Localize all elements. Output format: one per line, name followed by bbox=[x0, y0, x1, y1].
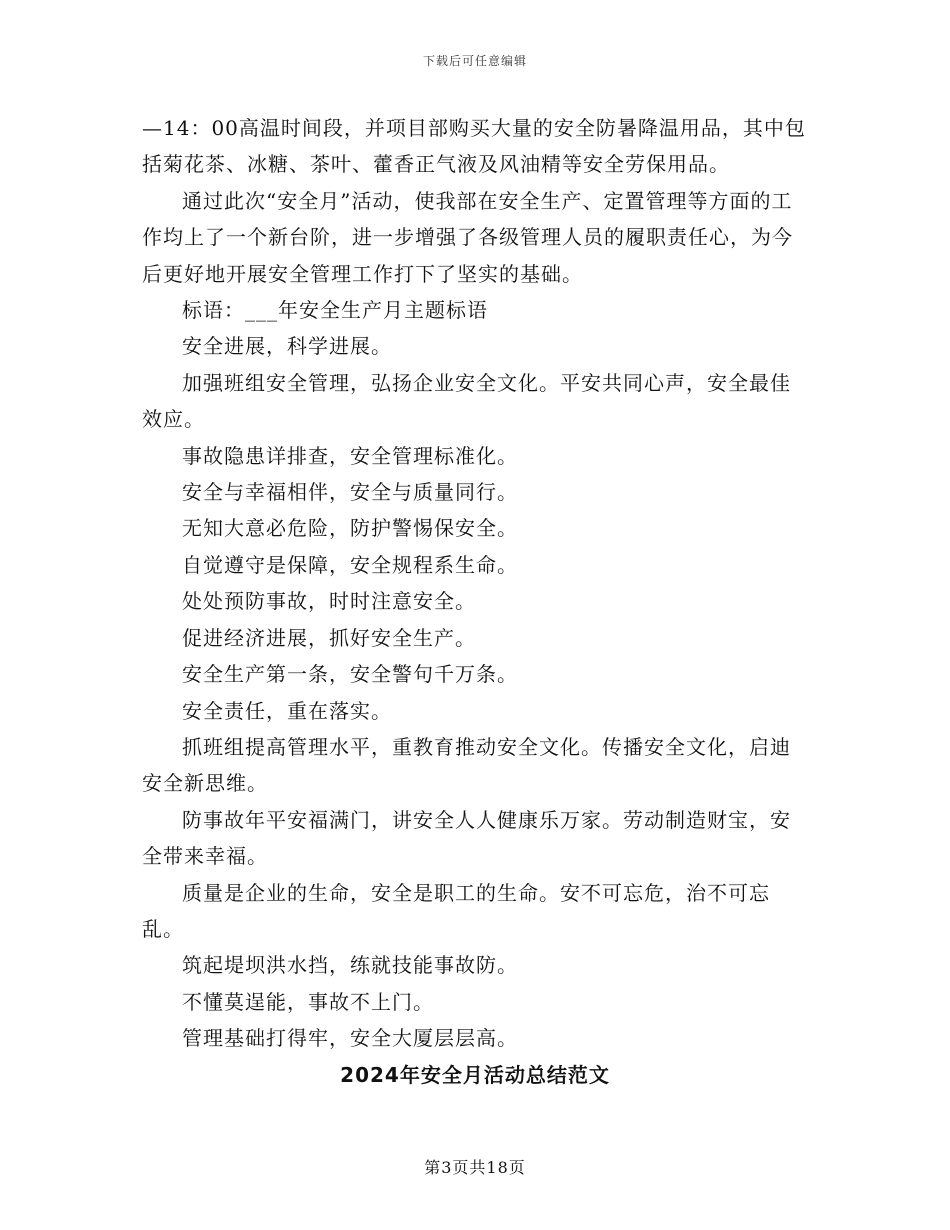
slogan-item: 处处预防事故，时时注意安全。 bbox=[182, 589, 476, 614]
slogan-item: 抓班组提高管理水平，重教育推动安全文化。传播安全文化，启迪安全新思维。 bbox=[142, 734, 791, 796]
slogan-item: 加强班组安全管理，弘扬企业安全文化。平安共同心声，安全最佳效应。 bbox=[142, 370, 791, 432]
document-body bbox=[142, 110, 808, 1093]
slogan-item: 促进经济进展，抓好安全生产。 bbox=[182, 625, 476, 650]
paragraph-1: —14：00高温时间段，并项目部购买大量的安全防暑降温用品，其中包括菊花茶、冰糖、茶叶、藿香正气液及风油精等安全劳保用品。 bbox=[142, 116, 806, 177]
slogan-item: 无知大意必危险，防护警惕保安全。 bbox=[182, 516, 518, 541]
slogan-item: 筑起堤坝洪水挡，练就技能事故防。 bbox=[182, 953, 518, 978]
page-header: 下载后可任意编辑 bbox=[422, 54, 527, 68]
section-title: 2024年安全月活动总结范文 bbox=[340, 1062, 610, 1087]
slogan-item: 安全生产第一条，安全警句千万条。 bbox=[182, 662, 518, 687]
slogan-item: 防事故年平安福满门，讲安全人人健康乐万家。劳动制造财宝，安全带来幸福。 bbox=[142, 807, 791, 869]
page-footer: 第3页共18页 bbox=[424, 1158, 526, 1177]
slogan-item: 质量是企业的生命，安全是职工的生命。安不可忘危，治不可忘乱。 bbox=[142, 880, 770, 941]
slogan-item: 安全与幸福相伴，安全与质量同行。 bbox=[182, 480, 518, 505]
slogan-item: 事故隐患详排查，安全管理标准化。 bbox=[182, 443, 518, 468]
slogan-item: 自觉遵守是保障，安全规程系生命。 bbox=[182, 552, 518, 577]
paragraph-2: 通过此次“安全月”活动，使我部在安全生产、定置管理等方面的工作均上了一个新台阶，进一步增强了各级管理人员的履职责任心，为今后更好地开展安全管理工作打下了坚实的基础。 bbox=[142, 188, 793, 286]
slogan-item: 不懂莫逞能，事故不上门。 bbox=[182, 989, 434, 1014]
slogan-heading: 标语：___年安全生产月主题标语 bbox=[182, 298, 488, 323]
slogan-item: 管理基础打得牢，安全大厦层层高。 bbox=[182, 1026, 518, 1051]
slogan-item: 安全进展，科学进展。 bbox=[182, 334, 392, 359]
slogan-item: 安全责任，重在落实。 bbox=[182, 698, 392, 723]
